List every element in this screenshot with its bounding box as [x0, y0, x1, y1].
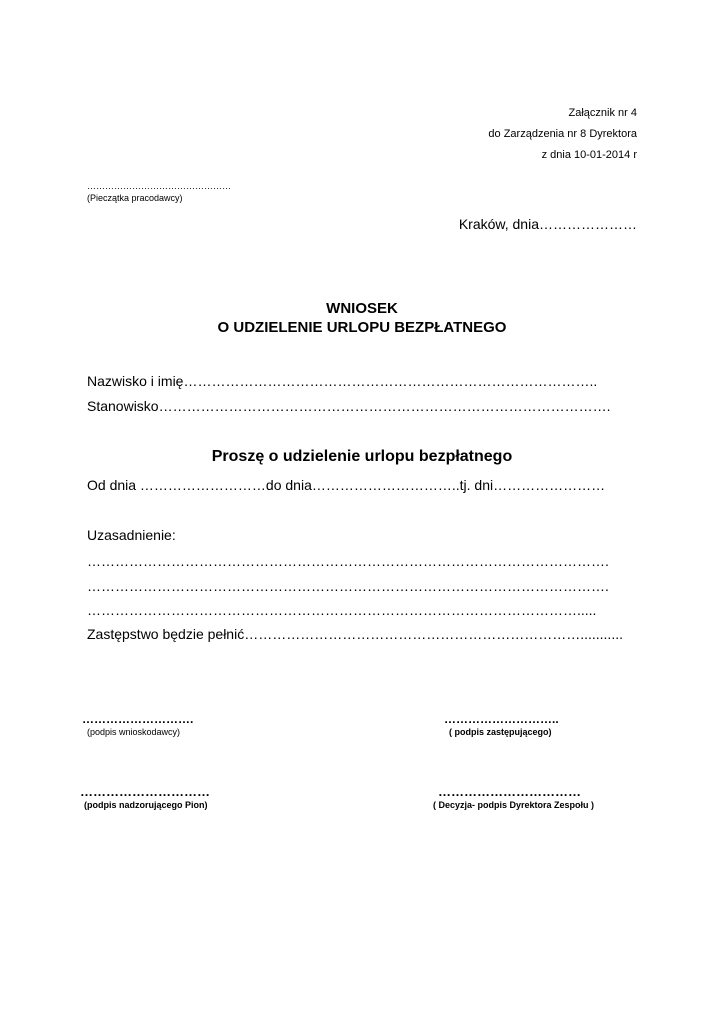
- ordinance-date: z dnia 10-01-2014 r: [541, 149, 637, 161]
- applicant-signature-label: (podpis wnioskodawcy): [87, 727, 181, 737]
- document-title: WNIOSEK: [326, 300, 398, 317]
- supervisor-signature-dots: …………………………: [80, 784, 210, 799]
- substitute-signature-dots: ………………………..: [444, 712, 559, 726]
- substitute-field: Zastępstwo będzie pełnić………………………………………………………………...........: [87, 626, 623, 642]
- place-date-field: Kraków, dnia…………………: [458, 216, 637, 232]
- stamp-label: (Pieczątka pracodawcy): [87, 193, 183, 203]
- applicant-signature-dots: ……………………….: [82, 712, 194, 726]
- substitute-signature-label: ( podpis zastępującego): [449, 727, 552, 737]
- justification-line-1: ………………………………………………………………………………………………….: [87, 553, 609, 569]
- director-signature-dots: ……………………………: [438, 784, 581, 799]
- supervisor-signature-label: (podpis nadzorującego Pion): [84, 800, 208, 810]
- ordinance-reference: do Zarządzenia nr 8 Dyrektora: [488, 128, 637, 140]
- position-field: Stanowisko…………………………………………………………………………………….: [87, 398, 611, 414]
- request-heading: Proszę o udzielenie urlopu bezpłatnego: [211, 448, 513, 465]
- name-field: Nazwisko i imię……………………………………………………………………………..: [87, 373, 598, 389]
- justification-line-3: …………………………………………………………………………………………….....: [87, 602, 597, 618]
- document-subtitle: O UDZIELENIE URLOPU BEZPŁATNEGO: [217, 319, 507, 336]
- director-signature-label: ( Decyzja- podpis Dyrektora Zespołu ): [433, 800, 595, 810]
- stamp-dots: …………………………………………: [87, 181, 231, 191]
- justification-line-2: ………………………………………………………………………………………………….: [87, 578, 609, 594]
- dates-field: Od dnia ………………………do dnia…………………………..tj. dni……………………: [87, 477, 606, 493]
- justification-label: Uzasadnienie:: [87, 527, 176, 543]
- attachment-number: Załącznik nr 4: [568, 107, 637, 119]
